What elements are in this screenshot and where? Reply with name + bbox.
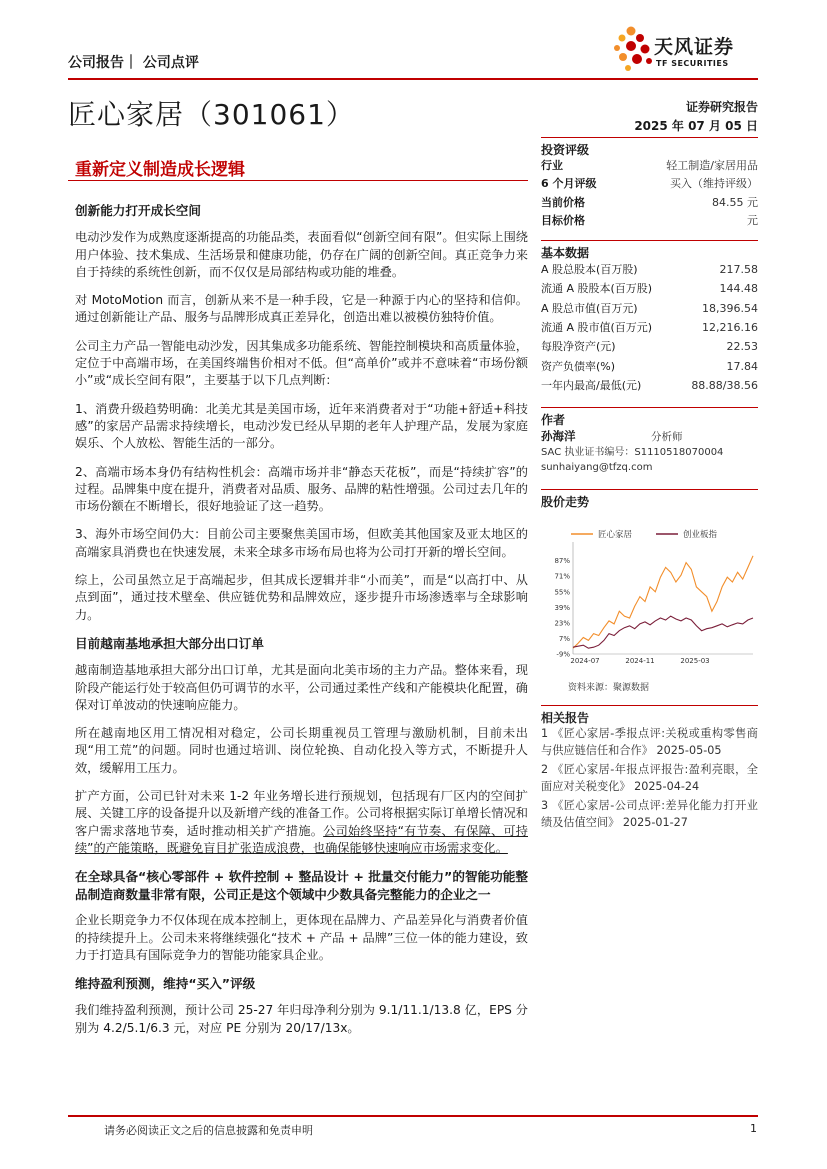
basic-data-label: 流通 A 股股本(百万股) (541, 282, 653, 296)
tf-securities-logo (612, 24, 762, 74)
basic-data-label: 资产负债率(%) (541, 359, 616, 373)
paragraph: 电动沙发作为成熟度逐渐提高的功能品类，表面看似“创新空间有限”。但实际上围绕用户体验、技术集成、生活场景和健康功能，仍存在广阔的创新空间。真正竞争力来自于持续的系统性创新，而不仅仅是局部结构或功能的堆叠。 (75, 230, 528, 279)
legend-label: 创业板指 (683, 530, 718, 540)
report-category: 公司报告｜ 公司点评 (68, 55, 199, 71)
y-tick-label: 55% (554, 588, 570, 597)
report-type: 证券研究报告 (685, 100, 758, 114)
paragraph: 3、海外市场空间仍大：目前公司主要聚焦美国市场，但欧美其他国家及亚太地区的高端家具消费也在快速发展，未来全球多市场布局也将为公司打开新的增长空间。 (75, 527, 528, 559)
basic-data-value: 22.53 (726, 340, 758, 354)
header-divider (68, 78, 758, 80)
basic-data-value: 88.88/38.56 (691, 378, 758, 392)
author-row (541, 427, 758, 445)
related-report-item[interactable] (541, 797, 758, 831)
industry-label: 行业 (541, 159, 563, 172)
related-report-date: 2025-01-27 (622, 816, 688, 829)
basic-data-label: 流通 A 股市值(百万元) (541, 321, 653, 335)
paragraph: 2、高端市场本身仍有结构性机会：高端市场并非“静态天花板”，而是“持续扩容”的过程。品牌集中度在提升，消费者对品质、服务、品牌的粘性增强。公司过去几年的市场份额在不断增长，很好地验证了这一趋势。 (75, 464, 528, 514)
subtitle-divider (68, 180, 528, 181)
chart-source: 资料来源：聚源数据 (568, 683, 650, 693)
paragraph: 所在越南地区用工情况相对稳定，公司长期重视员工管理与激励机制，目前未出现“用工荒”的问题。同时也通过培训、岗位轮换、自动化投入等方式，不断提升人效，缓解用工压力。 (75, 726, 528, 775)
basic-data-value: 217.58 (719, 263, 758, 277)
basic-data-value: 12,216.16 (702, 321, 758, 335)
y-tick-label: 71% (554, 572, 570, 581)
basic-data-value: 18,396.54 (702, 301, 758, 315)
x-tick-label: 2024-07 (570, 657, 600, 665)
basic-data-row (541, 260, 758, 279)
basic-data-label: 每股净资产(元) (541, 340, 616, 354)
brand-name: 天风证券 (654, 36, 735, 58)
x-tick-label: 2024-11 (625, 657, 655, 665)
paragraph-text: 扩产方面，公司已针对未来 1-2 年业务增长进行预规划，包括现有厂区内的空间扩展、关键工序的设备提升以及新增产线的准备工作。公司将根据实际订单增长情况和客户需求落地节奏，适时推动相关扩产措施。 (75, 789, 528, 838)
related-report-title: 2 《匠心家居-年报点评报告:盈利亮眼，全面应对关税变化》 (541, 763, 758, 793)
author-cert: SAC 执业证书编号：S1110518070004 (541, 447, 724, 459)
footer-disclaimer: 请务必阅读正文之后的信息披露和免责申明 (104, 1124, 313, 1137)
paragraph (75, 788, 528, 857)
underlined-text: 公司始终坚持“有节奏、有保障、可持续”的产能策略，既避免盲目扩张造成浪费，也确保能够快速响应市场需求变化。 (75, 823, 528, 855)
paragraph: 公司主力产品一智能电动沙发，因其集成多功能系统、智能控制模块和高质量体验，定位于中高端市场，在美国终端售价相对不低。但“高单价”或并不意味着“市场份额小”或“成长空间有限”，主要基于以下几点判断： (75, 338, 528, 388)
chart-heading: 股价走势 (541, 489, 758, 509)
rating-label: 6 个月评级 (541, 177, 597, 191)
industry-row (541, 157, 758, 175)
basic-data-value: 144.48 (719, 282, 758, 296)
rating-row (541, 175, 758, 193)
page-title: 匠心家居（301061） (68, 98, 355, 131)
y-tick-label: -9% (556, 650, 570, 659)
report-subtitle: 重新定义制造成长逻辑 (75, 160, 245, 180)
target-label: 目标价格 (541, 213, 585, 227)
rating-heading: 投资评级 (541, 137, 758, 157)
paragraph: 综上，公司虽然立足于高端起步，但其成长逻辑并非“小而美”，而是“以高打中、从点到面”，通过技术壁垒、供应链优势和品牌效应，逐步提升市场渗透率与全球影响力。 (75, 573, 528, 622)
related-report-item[interactable] (541, 761, 758, 795)
y-tick-label: 39% (554, 603, 570, 612)
related-report-date: 2025-05-05 (656, 744, 722, 757)
footer-divider (68, 1115, 758, 1117)
basic-data-row (541, 376, 758, 395)
stock-price-chart (541, 524, 758, 674)
series-line (573, 556, 753, 648)
related-heading: 相关报告 (541, 705, 758, 725)
x-tick-label: 2025-03 (680, 657, 710, 665)
basic-data-row (541, 299, 758, 318)
sidebar (541, 137, 758, 509)
page-number: 1 (750, 1122, 757, 1135)
basic-data-row (541, 279, 758, 298)
section-heading: 创新能力打开成长空间 (75, 203, 201, 218)
paragraph: 我们维持盈利预测，预计公司 25-27 年归母净利分别为 9.1/11.1/13.8 亿，EPS 分别为 4.2/5.1/6.3 元，对应 PE 分别为 20/17/13x。 (75, 1003, 528, 1035)
related-report-title: 3 《匠心家居-公司点评:差异化能力打开业绩及估值空间》 (541, 799, 758, 829)
basic-data-list (541, 260, 758, 395)
price-label: 当前价格 (541, 195, 585, 209)
industry-value: 轻工制造/家居用品 (666, 159, 758, 172)
author-heading: 作者 (541, 407, 758, 427)
brand-name-en: TF SECURITIES (656, 59, 729, 68)
section-heading: 在全球具备“核心零部件 + 软件控制 + 整品设计 + 批量交付能力”的智能功能整品制造商数量非常有限，公司正是这个领域中少数具备完整能力的企业之一 (75, 869, 528, 903)
author-name: 孙海洋 (541, 429, 576, 444)
target-value: 元 (747, 213, 758, 227)
legend-label: 匠心家居 (598, 530, 633, 540)
target-row (541, 212, 758, 230)
basic-data-label: A 股总股本(百万股) (541, 263, 638, 277)
section-heading: 目前越南基地承担大部分出口订单 (75, 635, 264, 651)
basic-data-heading: 基本数据 (541, 240, 758, 260)
related-report-title: 1 《匠心家居-季报点评:关税或重构零售商与供应链信任和合作》 (541, 727, 758, 757)
basic-data-row (541, 318, 758, 337)
basic-data-label: A 股总市值(百万元) (541, 301, 638, 315)
report-date: 2025 年 07 月 05 日 (634, 119, 758, 133)
related-reports (541, 705, 758, 833)
y-tick-label: 87% (554, 557, 570, 566)
paragraph: 对 MotoMotion 而言，创新从来不是一种手段，它是一种源于内心的坚持和信仰。通过创新能让产品、服务与品牌形成真正差异化，创造出难以被模仿独特价值。 (75, 293, 528, 325)
paragraph: 越南制造基地承担大部分出口订单，尤其是面向北美市场的主力产品。整体来看，现阶段产能运行处于较高但仍可调节的水平，公司通过柔性产线和产能模块化配置，确保对订单波动的快速响应能力。 (75, 663, 528, 712)
author-email[interactable]: sunhaiyang@tfzq.com (541, 462, 653, 474)
author-role: 分析师 (651, 431, 683, 444)
price-row (541, 194, 758, 212)
basic-data-label: 一年内最高/最低(元) (541, 378, 642, 392)
related-report-date: 2025-04-24 (634, 780, 700, 793)
section-heading: 维持盈利预测，维持“买入”评级 (75, 976, 256, 992)
paragraph: 1、消费升级趋势明确：北美尤其是美国市场，近年来消费者对于“功能+舒适+科技感”的家居产品需求持续增长，电动沙发已经从早期的老年人护理产品，发展为家庭娱乐、个人放松、智能生活的一部分。 (75, 401, 528, 451)
price-value: 84.55 元 (712, 195, 758, 209)
y-tick-label: 7% (558, 634, 570, 643)
y-tick-label: 23% (554, 619, 570, 628)
related-report-item[interactable] (541, 725, 758, 759)
main-content (75, 202, 528, 1048)
rating-value: 买入（维持评级） (670, 177, 758, 191)
basic-data-row (541, 337, 758, 356)
basic-data-row (541, 357, 758, 376)
paragraph: 企业长期竞争力不仅体现在成本控制上，更体现在品牌力、产品差异化与消费者价值的持续提升上。公司未来将继续强化“技术 + 产品 + 品牌”三位一体的能力建设，致力于打造具有国际竞争力的智能功能家具企业。 (75, 913, 528, 962)
series-line (573, 616, 753, 648)
basic-data-value: 17.84 (726, 359, 758, 373)
logo-dots-icon (612, 24, 654, 74)
